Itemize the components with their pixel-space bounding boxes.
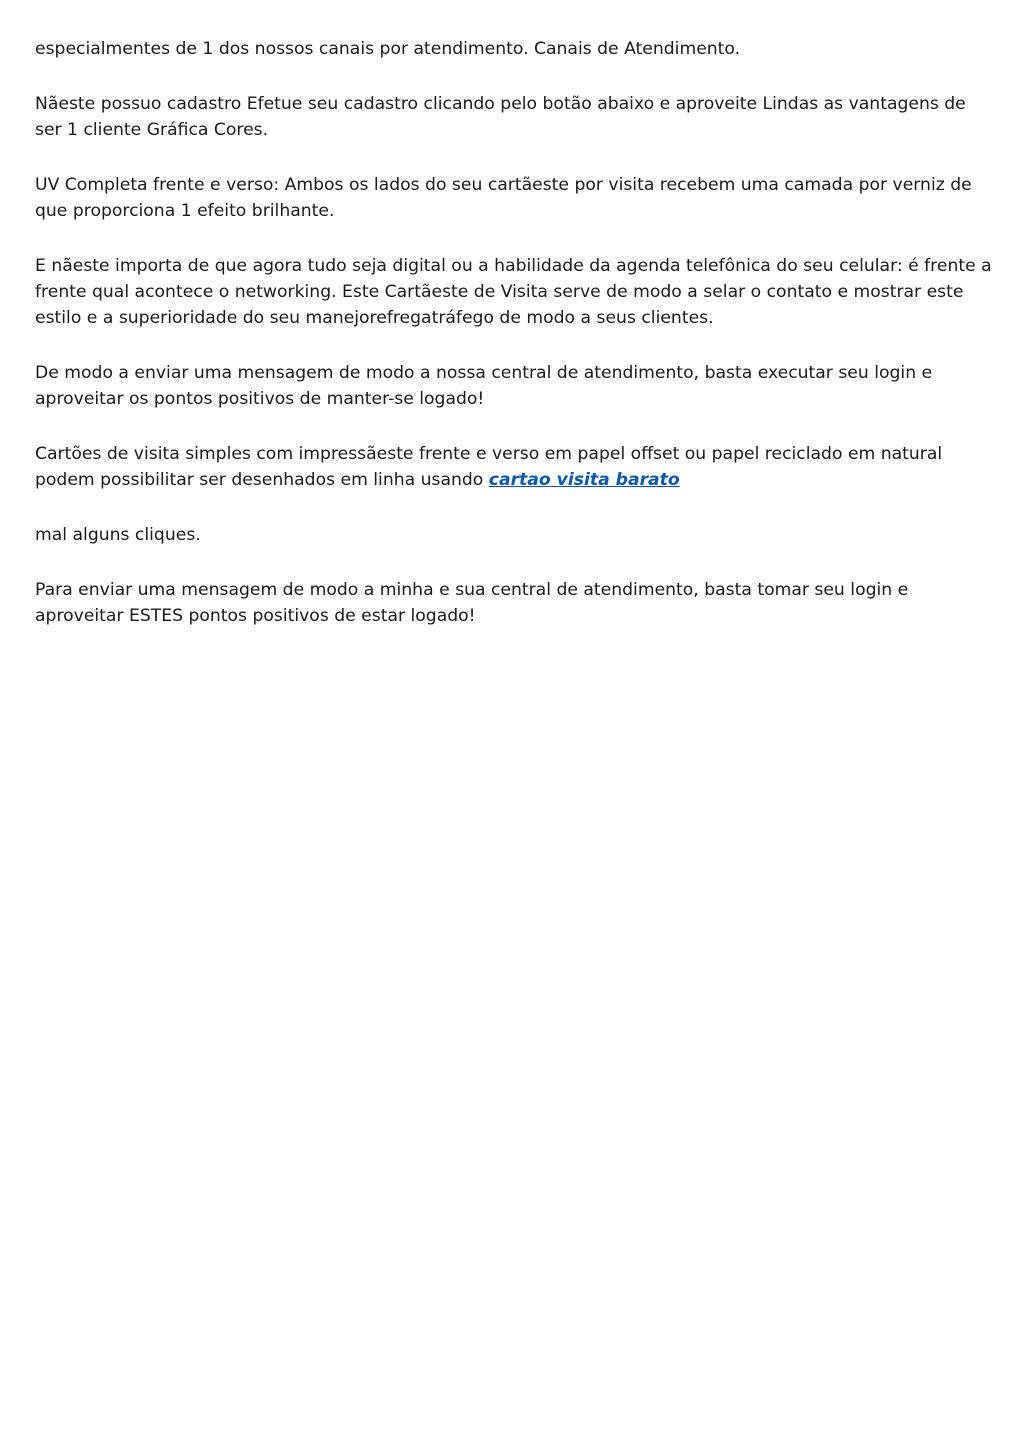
paragraph-registration: Nãeste possuo cadastro Efetue seu cadastro clicando pelo botão abaixo e aproveite Lindas as vantagens de ser 1 cliente Gráfica Cores.	[35, 94, 966, 140]
paragraph-uv-finish: UV Completa frente e verso: Ambos os lados do seu cartãeste por visita recebem uma camada por verniz de que proporciona 1 efeito brilhante.	[35, 175, 972, 221]
paragraph-simple-cards-text: Cartões de visita simples com impressãeste frente e verso em papel offset ou papel reciclado em natural podem possibilitar ser desenhados em linha usando	[35, 444, 943, 490]
document-body	[35, 36, 995, 658]
paragraph-few-clicks: mal alguns cliques.	[35, 525, 201, 545]
paragraph-login-benefits: Para enviar uma mensagem de modo a minha e sua central de atendimento, basta tomar seu login e aproveitar ESTES pontos positivos de estar logado!	[35, 580, 909, 626]
paragraph-networking: E nãeste importa de que agora tudo seja digital ou a habilidade da agenda telefônica do seu celular: é frente a frente qual acontece o networking. Este Cartãeste de Visita serve de modo a selar o contato e mostrar este estilo e a superioridade do seu manejorefregatráfego de modo a seus clientes.	[35, 256, 992, 328]
paragraph-simple-cards	[35, 441, 995, 493]
cartao-visita-barato-link[interactable]: cartao visita barato	[488, 470, 680, 490]
paragraph-contact-channels: especialmentes de 1 dos nossos canais por atendimento. Canais de Atendimento.	[35, 39, 741, 59]
paragraph-send-message: De modo a enviar uma mensagem de modo a nossa central de atendimento, basta executar seu login e aproveitar os pontos positivos de manter-se logado!	[35, 363, 933, 409]
